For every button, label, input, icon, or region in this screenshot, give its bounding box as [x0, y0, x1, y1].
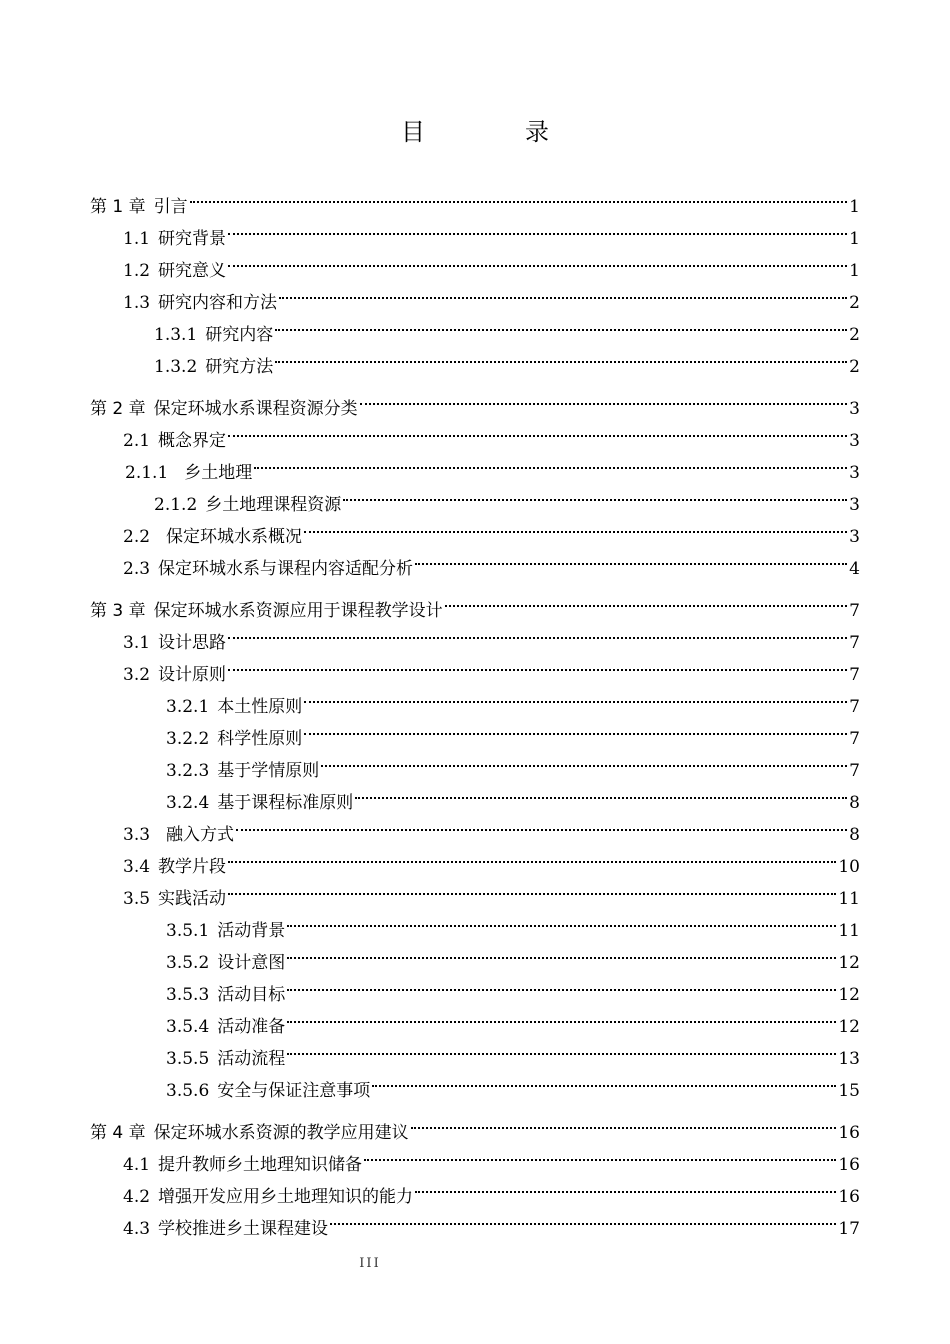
toc-entry-number: 3.5 [123, 889, 151, 909]
toc-entry-chapter-3[interactable] [90, 584, 860, 621]
toc-entry-page: 12 [838, 953, 860, 973]
toc-entry-number: 3.5.5 [166, 1049, 210, 1069]
dot-leader [228, 840, 836, 872]
toc-entry-page: 15 [838, 1081, 860, 1101]
toc-entry-chapter-2[interactable] [90, 382, 860, 419]
toc-entry-title: 乡土地理 [184, 463, 253, 483]
toc-entry-number: 第 3 章 [90, 601, 146, 621]
toc-entry-number: 第 1 章 [90, 197, 146, 217]
toc-entry-number: 3.5.4 [166, 1017, 210, 1037]
toc-entry-title: 提升教师乡土地理知识储备 [158, 1155, 363, 1175]
toc-entry-title: 安全与保证注意事项 [217, 1081, 371, 1101]
toc-entry-title: 基于学情原则 [217, 761, 320, 781]
toc-entry-number: 3.2.3 [166, 761, 210, 781]
toc-entry-page: 1 [849, 261, 860, 281]
toc-entry-page: 12 [838, 1017, 860, 1037]
toc-entry-title: 研究意义 [158, 261, 227, 281]
toc-entry-title: 研究背景 [158, 229, 227, 249]
toc-entry-number: 2.1.2 [154, 495, 198, 515]
toc-entry-page: 2 [849, 357, 860, 377]
toc-entry-number: 3.2.4 [166, 793, 210, 813]
toc-entry-title: 活动准备 [217, 1017, 286, 1037]
dot-leader [304, 712, 847, 744]
toc-entry-title: 实践活动 [158, 889, 227, 909]
toc-entry-title: 学校推进乡土课程建设 [158, 1219, 329, 1239]
toc-entry-number: 1.3 [123, 293, 151, 313]
toc-entry-page: 2 [849, 293, 860, 313]
dot-leader [279, 276, 847, 308]
toc-entry-page: 8 [849, 825, 860, 845]
toc-entry-title: 保定环城水系资源的教学应用建议 [153, 1123, 409, 1143]
toc-entry-number: 3.1 [123, 633, 151, 653]
toc-entry-title: 保定环城水系课程资源分类 [153, 399, 358, 419]
toc-entry-page: 8 [849, 793, 860, 813]
toc-entry-title: 保定环城水系与课程内容适配分析 [158, 559, 414, 579]
toc-entry-number: 3.4 [123, 857, 151, 877]
toc-entry-number: 3.3 [123, 825, 151, 845]
toc-entry-page: 7 [849, 761, 860, 781]
toc-entry-title: 乡土地理课程资源 [205, 495, 342, 515]
dot-leader [228, 244, 847, 276]
toc-entry-number: 2.2 [123, 527, 151, 547]
toc-entry-title: 活动流程 [217, 1049, 286, 1069]
toc-entry-number: 3.5.3 [166, 985, 210, 1005]
toc-entry-title: 融入方式 [166, 825, 235, 845]
toc-entry-title: 增强开发应用乡土地理知识的能力 [158, 1187, 414, 1207]
dot-leader [343, 478, 847, 510]
toc-entry-page: 16 [838, 1123, 860, 1143]
toc-entry-number: 1.2 [123, 261, 151, 281]
dot-leader [415, 1170, 836, 1202]
toc-entry-number: 3.5.1 [166, 921, 210, 941]
dot-leader [228, 414, 847, 446]
dot-leader [275, 340, 847, 372]
toc-entry-number: 3.5.6 [166, 1081, 210, 1101]
toc-entry-title: 设计意图 [217, 953, 286, 973]
dot-leader [304, 680, 847, 712]
toc-entry-title: 研究方法 [205, 357, 274, 377]
toc-entry-title: 科学性原则 [217, 729, 303, 749]
toc-entry-title: 研究内容 [205, 325, 274, 345]
toc-entry-page: 3 [849, 399, 860, 419]
dot-leader [445, 584, 848, 616]
dot-leader [190, 180, 848, 212]
toc-entry-page: 7 [849, 633, 860, 653]
toc-entry-page: 1 [849, 229, 860, 249]
dot-leader [287, 968, 836, 1000]
toc-entry-page: 7 [849, 601, 860, 621]
toc-entry-page: 7 [849, 665, 860, 685]
dot-leader [415, 542, 847, 574]
toc-entry-page: 4 [849, 559, 860, 579]
toc-entry-page: 1 [849, 197, 860, 217]
dot-leader [275, 308, 847, 340]
toc-entry-number: 第 2 章 [90, 399, 146, 419]
toc-entry-number: 2.1 [123, 431, 151, 451]
toc-entry-title: 概念界定 [158, 431, 227, 451]
toc-entry-number: 2.1.1 [125, 463, 169, 483]
toc-entry-title: 活动背景 [217, 921, 286, 941]
dot-leader [287, 904, 836, 936]
toc-entry-page: 3 [849, 527, 860, 547]
toc-entry-title: 引言 [153, 197, 188, 217]
dot-leader [364, 1138, 836, 1170]
dot-leader [360, 382, 848, 414]
toc-entry-chapter-1[interactable] [90, 180, 860, 217]
toc-entry-page: 10 [838, 857, 860, 877]
toc-entry-number: 第 4 章 [90, 1123, 146, 1143]
dot-leader [228, 648, 847, 680]
toc-entry-title: 教学片段 [158, 857, 227, 877]
toc-entry-page: 13 [838, 1049, 860, 1069]
dot-leader [287, 1032, 836, 1064]
dot-leader [228, 212, 847, 244]
toc-entry-number: 4.3 [123, 1219, 151, 1239]
dot-leader [330, 1202, 836, 1234]
toc-entry-title: 活动目标 [217, 985, 286, 1005]
dot-leader [236, 808, 847, 840]
toc-entry-chapter-4[interactable] [90, 1106, 860, 1143]
dot-leader [228, 872, 836, 904]
toc-entry-title: 保定环城水系概况 [166, 527, 303, 547]
toc-entry-page: 17 [838, 1219, 860, 1239]
toc-entry-page: 3 [849, 495, 860, 515]
toc-entry-page: 3 [849, 431, 860, 451]
dot-leader [228, 616, 847, 648]
toc-entry-page: 11 [838, 921, 860, 941]
toc-entry-number: 1.1 [123, 229, 151, 249]
page-number-footer: III [359, 1256, 381, 1271]
toc-entry-page: 7 [849, 697, 860, 717]
dot-leader [287, 936, 836, 968]
toc-entry-page: 12 [838, 985, 860, 1005]
toc-entry-page: 7 [849, 729, 860, 749]
toc-entry-page: 2 [849, 325, 860, 345]
dot-leader [254, 446, 847, 478]
toc-entry-title: 设计原则 [158, 665, 227, 685]
dot-leader [304, 510, 847, 542]
page-title: 目 录 [401, 118, 587, 146]
toc-entry-number: 3.2 [123, 665, 151, 685]
toc-entry-number: 3.5.2 [166, 953, 210, 973]
toc-entry-title: 研究内容和方法 [158, 293, 278, 313]
toc-entry-number: 3.2.2 [166, 729, 210, 749]
toc-entry-1-1[interactable] [90, 212, 860, 249]
toc-entry-page: 11 [838, 889, 860, 909]
dot-leader [287, 1000, 836, 1032]
toc-entry-page: 3 [849, 463, 860, 483]
toc-entry-number: 1.3.1 [154, 325, 198, 345]
toc-entry-title: 保定环城水系资源应用于课程教学设计 [153, 601, 443, 621]
toc-entry-title: 设计思路 [158, 633, 227, 653]
toc-entry-number: 2.3 [123, 559, 151, 579]
toc-entry-title: 本土性原则 [217, 697, 303, 717]
toc-entry-page: 16 [838, 1187, 860, 1207]
dot-leader [411, 1106, 837, 1138]
toc-entry-number: 3.2.1 [166, 697, 210, 717]
toc-entry-number: 4.2 [123, 1187, 151, 1207]
toc-entry-page: 16 [838, 1155, 860, 1175]
dot-leader [355, 776, 847, 808]
dot-leader [321, 744, 847, 776]
toc-entry-title: 基于课程标准原则 [217, 793, 354, 813]
toc-entry-number: 1.3.2 [154, 357, 198, 377]
toc-entry-number: 4.1 [123, 1155, 151, 1175]
dot-leader [372, 1064, 836, 1096]
table-of-contents [90, 180, 860, 1239]
